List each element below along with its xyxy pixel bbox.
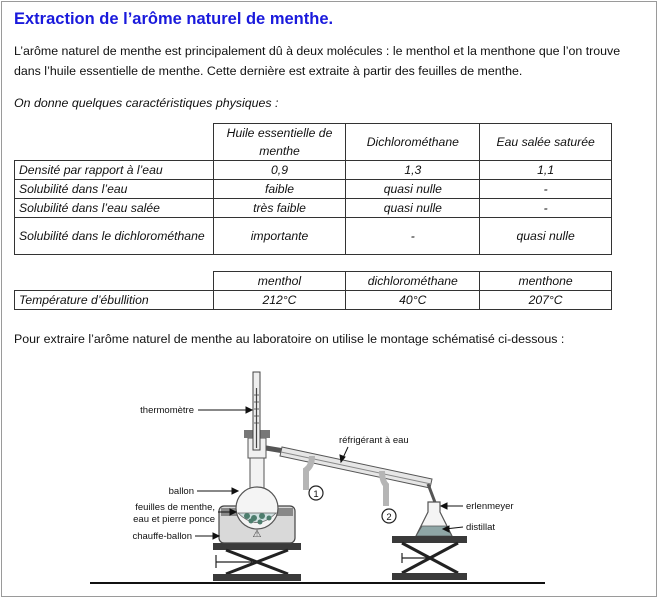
table-header: menthone [480, 272, 612, 291]
row-label: Densité par rapport à l’eau [15, 161, 214, 180]
table-cell: 1,1 [480, 161, 612, 180]
intro-line-2: dans l’huile essentielle de menthe. Cette dernière est extraite à partir des feuilles de menthe. [14, 64, 523, 78]
round-flask [236, 455, 278, 529]
water-outlet-marker [382, 509, 396, 523]
water-inlet-marker [309, 486, 323, 500]
row-label: Solubilité dans le dichlorométhane [15, 218, 214, 255]
table-cell: 207°C [480, 291, 612, 310]
table-cell: quasi nulle [346, 199, 480, 218]
marker-1-label: 1 [313, 489, 319, 500]
condenser-label: réfrigérant à eau [339, 435, 409, 446]
table-header: Huile essentielle de menthe [213, 124, 346, 161]
table-intro: On donne quelques caractéristiques physiques : [14, 96, 279, 110]
table-cell: 40°C [346, 291, 480, 310]
table-cell: très faible [213, 199, 346, 218]
table-cell: quasi nulle [346, 180, 480, 199]
table-header: menthol [213, 272, 346, 291]
table-cell: 212°C [213, 291, 346, 310]
contents-label-line2: eau et pierre ponce [133, 514, 215, 525]
right-lab-jack [392, 536, 467, 580]
flask-label: ballon [168, 486, 194, 497]
table-header: Eau salée saturée [480, 124, 612, 161]
montage-intro: Pour extraire l’arôme naturel de menthe au laboratoire on utilise le montage schématisé ci-dessous : [14, 332, 565, 346]
table-cell: faible [213, 180, 346, 199]
row-label: Solubilité dans l’eau [15, 180, 214, 199]
table-cell: - [480, 180, 612, 199]
table-header: dichlorométhane [346, 272, 480, 291]
table-cell: quasi nulle [480, 218, 612, 255]
thermometer [253, 372, 260, 450]
svg-text:⚠: ⚠ [252, 529, 262, 540]
table-cell: 0,9 [213, 161, 346, 180]
intro-line-1: L’arôme naturel de menthe est principalement dû à deux molécules : le menthol et la menthone que l’on trouve [14, 44, 621, 58]
marker-2-label: 2 [386, 512, 392, 523]
erlenmeyer-label: erlenmeyer [466, 501, 514, 512]
table-header: Dichlorométhane [346, 124, 480, 161]
contents-label-line1: feuilles de menthe, [135, 502, 215, 513]
row-label: Température d’ébullition [15, 291, 214, 310]
table-cell: 1,3 [346, 161, 480, 180]
distillate-label: distillat [466, 522, 496, 533]
heater-label: chauffe-ballon [132, 531, 192, 542]
table-cell: - [346, 218, 480, 255]
condenser [280, 447, 436, 506]
thermometer-label: thermomètre [140, 405, 194, 416]
table-cell: importante [213, 218, 346, 255]
row-label: Solubilité dans l’eau salée [15, 199, 214, 218]
document-title: Extraction de l’arôme naturel de menthe. [14, 10, 334, 28]
left-lab-jack [213, 543, 301, 581]
table-cell: - [480, 199, 612, 218]
